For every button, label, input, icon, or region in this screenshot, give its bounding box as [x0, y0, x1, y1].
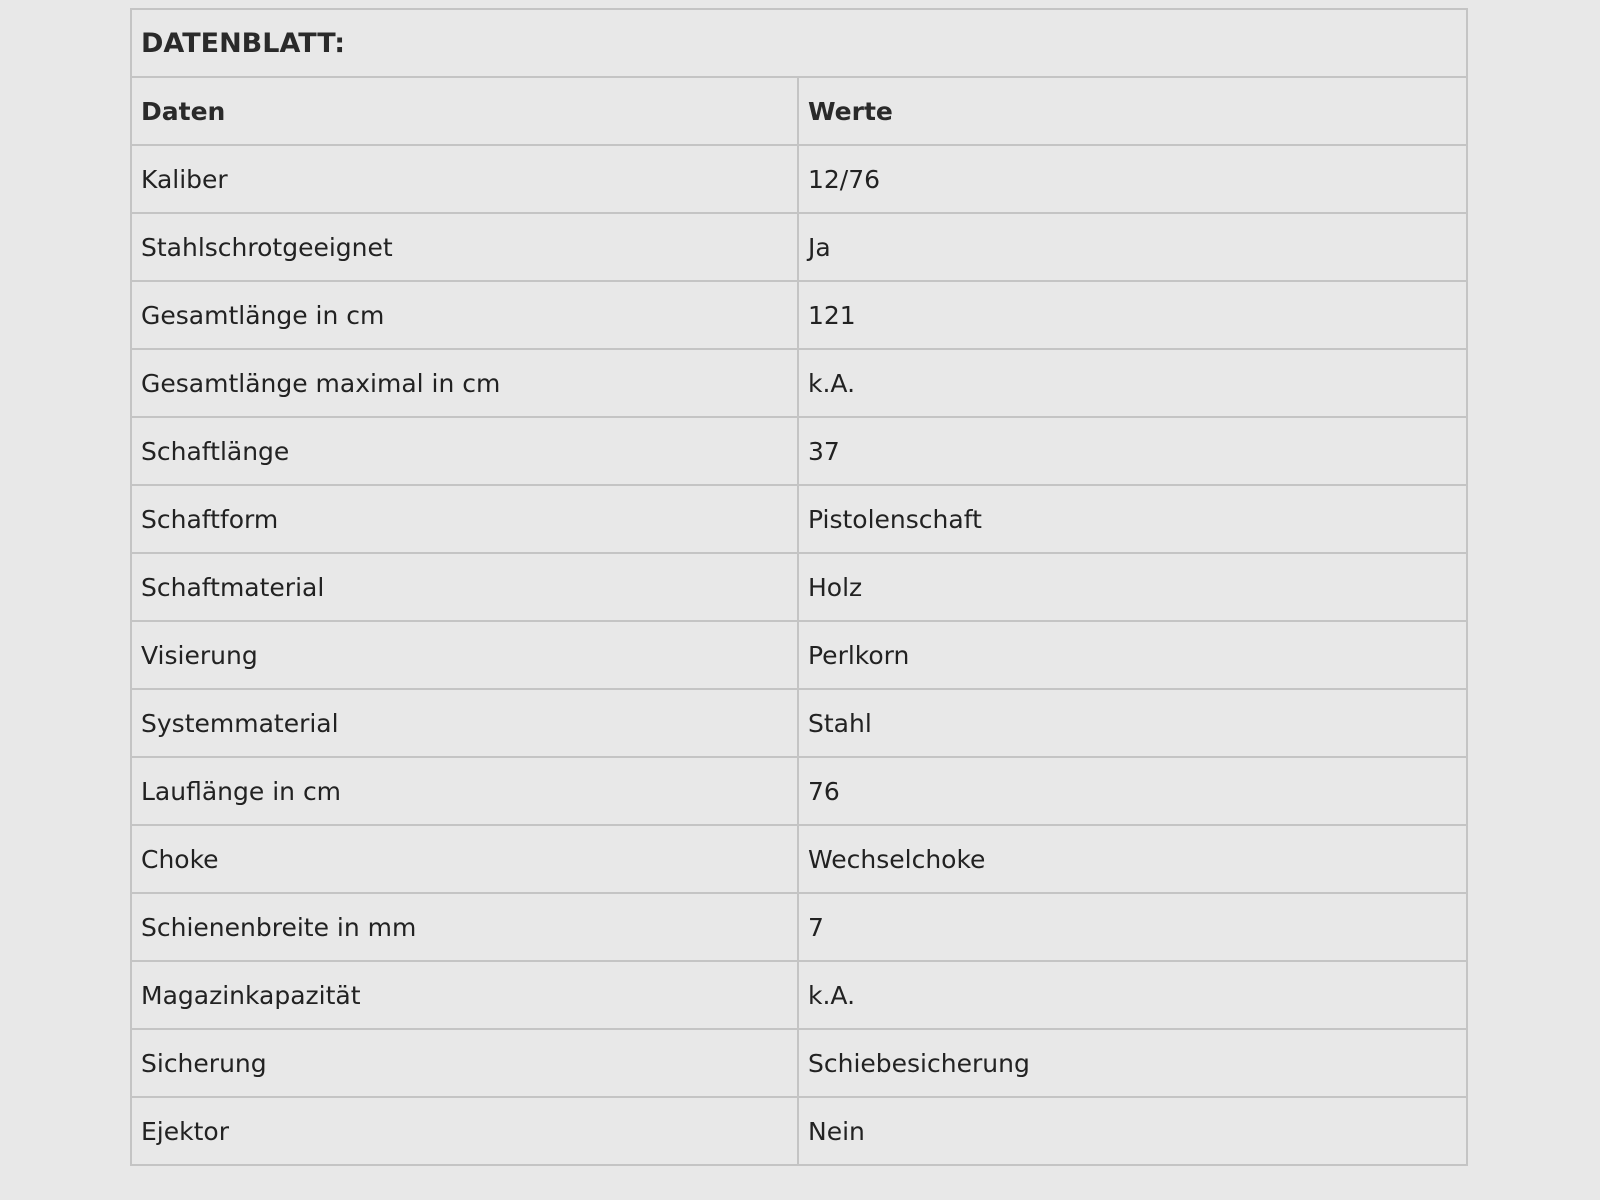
datasheet-body: [131, 9, 1467, 1165]
table-row: [131, 825, 1467, 893]
table-row: [131, 1097, 1467, 1165]
row-label: Schaftlänge: [131, 417, 798, 485]
row-label: Gesamtlänge maximal in cm: [131, 349, 798, 417]
row-label: Visierung: [131, 621, 798, 689]
datasheet-title: DATENBLATT:: [131, 9, 1467, 77]
table-row: [131, 281, 1467, 349]
column-header-daten: Daten: [131, 77, 798, 145]
row-label: Magazinkapazität: [131, 961, 798, 1029]
datasheet-table: [130, 8, 1468, 1166]
table-row: [131, 893, 1467, 961]
row-value: Pistolenschaft: [798, 485, 1467, 553]
table-row: [131, 485, 1467, 553]
row-label: Lauflänge in cm: [131, 757, 798, 825]
table-row: [131, 145, 1467, 213]
title-row: [131, 9, 1467, 77]
row-label: Ejektor: [131, 1097, 798, 1165]
row-value: k.A.: [798, 961, 1467, 1029]
row-label: Stahlschrotgeeignet: [131, 213, 798, 281]
row-value: 121: [798, 281, 1467, 349]
row-label: Schaftform: [131, 485, 798, 553]
table-row: [131, 349, 1467, 417]
row-value: Schiebesicherung: [798, 1029, 1467, 1097]
table-row: [131, 417, 1467, 485]
header-row: [131, 77, 1467, 145]
row-label: Sicherung: [131, 1029, 798, 1097]
row-value: Ja: [798, 213, 1467, 281]
row-value: Holz: [798, 553, 1467, 621]
table-row: [131, 689, 1467, 757]
row-value: 37: [798, 417, 1467, 485]
row-label: Gesamtlänge in cm: [131, 281, 798, 349]
row-value: Wechselchoke: [798, 825, 1467, 893]
table-row: [131, 553, 1467, 621]
table-row: [131, 213, 1467, 281]
row-value: 12/76: [798, 145, 1467, 213]
row-value: 7: [798, 893, 1467, 961]
table-row: [131, 961, 1467, 1029]
table-row: [131, 1029, 1467, 1097]
row-label: Systemmaterial: [131, 689, 798, 757]
row-label: Choke: [131, 825, 798, 893]
row-label: Kaliber: [131, 145, 798, 213]
row-value: Stahl: [798, 689, 1467, 757]
row-value: Nein: [798, 1097, 1467, 1165]
row-value: Perlkorn: [798, 621, 1467, 689]
table-row: [131, 757, 1467, 825]
row-label: Schaftmaterial: [131, 553, 798, 621]
row-value: 76: [798, 757, 1467, 825]
table-row: [131, 621, 1467, 689]
column-header-werte: Werte: [798, 77, 1467, 145]
row-label: Schienenbreite in mm: [131, 893, 798, 961]
row-value: k.A.: [798, 349, 1467, 417]
